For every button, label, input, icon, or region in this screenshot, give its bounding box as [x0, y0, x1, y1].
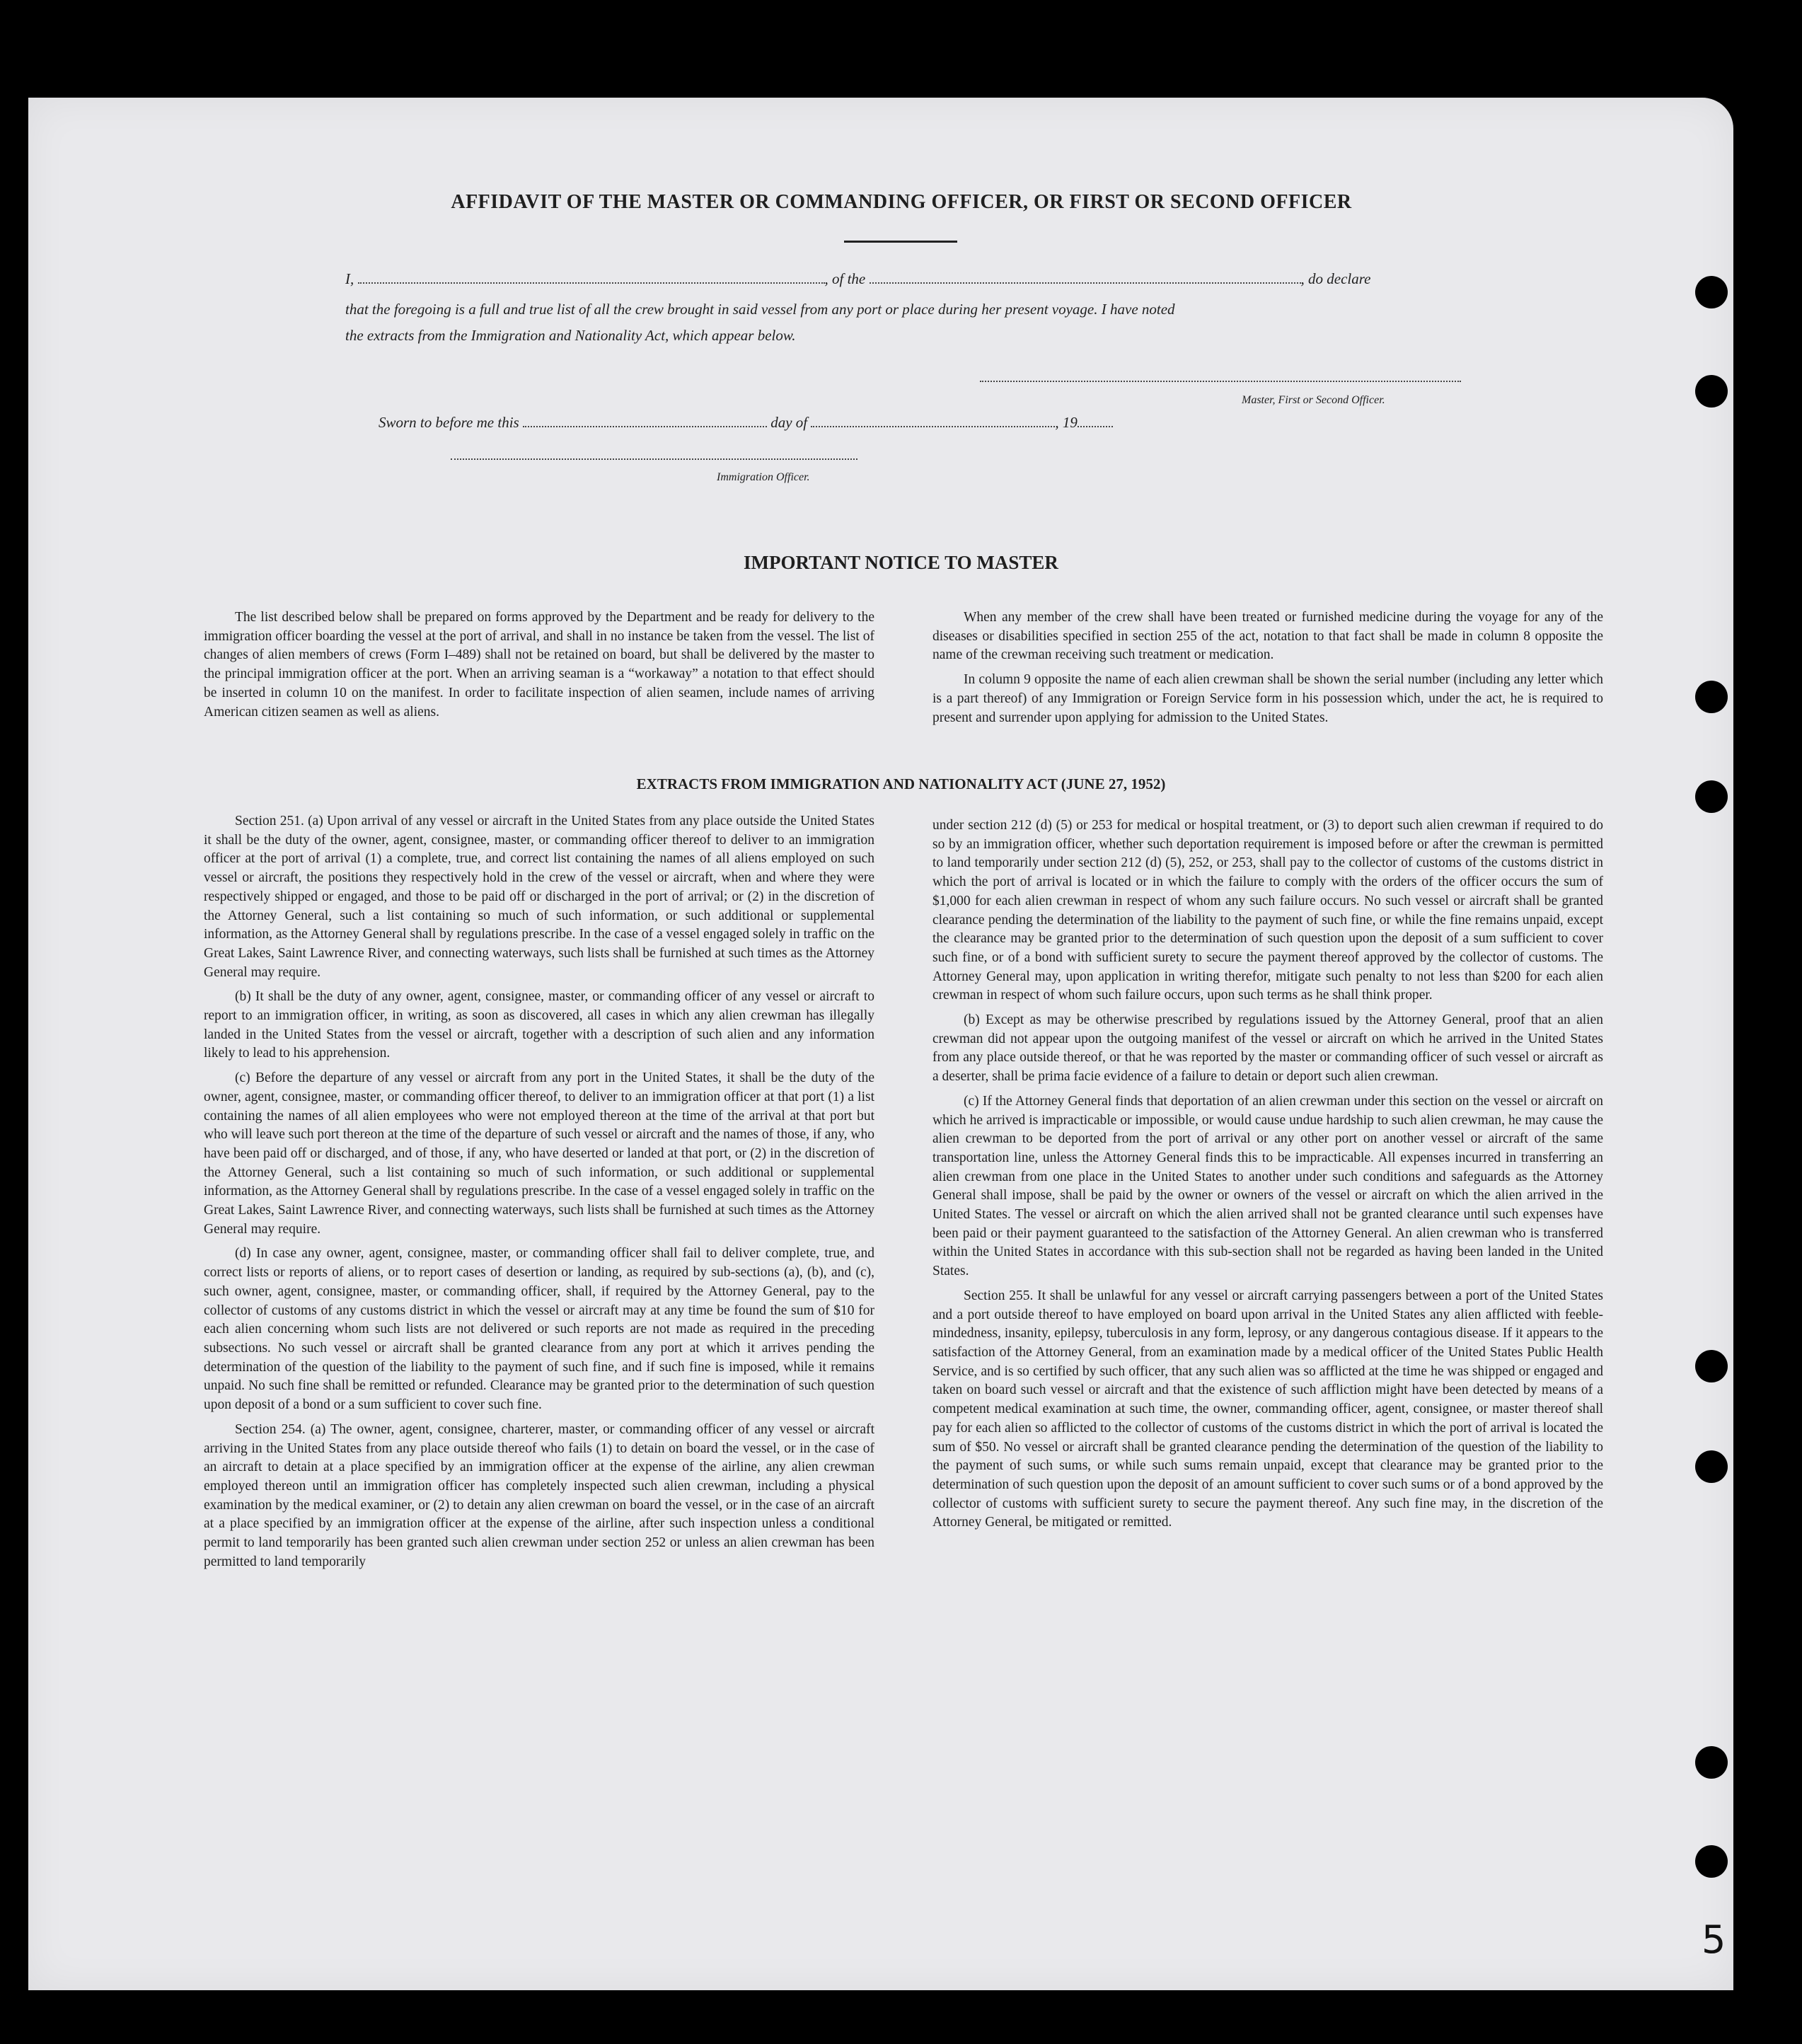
binder-hole [1695, 276, 1728, 308]
section-254b: (b) Except as may be otherwise prescribed by regulations issued by the Attorney General, proof that an alien crewman did not appear upon the outgoing manifest of the vessel or aircraft on which he arrived in the United States from any place outside thereof, or that he was reported by the master or commanding officer of such vessel or aircraft as a deserter, shall be prima facie evidence of a failure to detain or deport such alien crewman. [932, 1012, 1603, 1085]
section-251c: (c) Before the departure of any vessel or aircraft from any port in the United States, it shall be the duty of the owner, agent, consignee, master, or commanding officer thereof, to deliver to an immigration officer at that port (1) a list containing the names of all alien employees who were not employed thereon at the time of the arrival at that port but who will leave such port thereon at the time of the departure of such vessel or aircraft and the names of those, if any, who have been paid off or discharged, and of those, if any, who have deserted or landed at that port, or (2) in the discretion of the Attorney General, such a list containing so much of such information, or such additional or supplemental information, as the Attorney General shall by regulations prescribe. In the case of a vessel engaged solely in traffic on the Great Lakes, Saint Lawrence River, and connecting waterways, such lists shall be furnished at such times as the Attorney General may require. [204, 1070, 874, 1237]
master-signature-line[interactable] [980, 381, 1461, 382]
binder-hole [1695, 1450, 1728, 1483]
notice-right-column [932, 608, 1603, 733]
section-251d: (d) In case any owner, agent, consignee, master, or commanding officer shall fail to deliver complete, true, and correct lists or reports of aliens, or to report cases of desertion or landing, as required by sub-sections (a), (b), and (c), such owner, agent, consignee, master, or commanding officer, shall, if required by the Attorney General, pay to the collector of customs of any customs district in which the vessel or aircraft may at any time be found the sum of $10 for each alien concerning whom such lists are not delivered or such reports are not made as required in the preceding subsections. No such vessel or aircraft shall be granted clearance from any port at which it arrives pending the determination of the question of the liability to the payment of such fine, and if such fine is imposed, while it remains unpaid. No such fine shall be remitted or refunded. Clearance may be granted prior to the determination of such question upon deposit of a bond or a sum sufficient to cover such fine. [204, 1246, 874, 1413]
binder-hole [1695, 1746, 1728, 1779]
section-254a: Section 254. (a) The owner, agent, consignee, charterer, master, or commanding officer of any vessel or aircraft arriving in the United States from any place outside thereof who fails (1) to detain on board the vessel, or in the case of an aircraft to detain at a place specified by an immigration officer at the expense of the airline, any alien crewman employed thereon until an immigration officer has completely inspected such alien crewman, including a physical examination by the medical examiner, or (2) to detain any alien crewman on board the vessel, or in the case of an aircraft at a place specified by an immigration officer at the expense of the airline, after such inspection unless a conditional permit to land temporarily has been granted such alien crewman under section 252 or unless an alien crewman has been permitted to land temporarily [204, 1421, 874, 1569]
extracts-right-column [932, 816, 1603, 1538]
title-divider [844, 241, 957, 243]
notice-paragraph: In column 9 opposite the name of each alien crewman shall be shown the serial number (including any letter which is a part thereof) of any Immigration or Foreign Service form in his possession which, under the act, he is required to present and surrender upon applying for admission to the United States. [932, 672, 1603, 725]
binder-hole [1695, 1845, 1728, 1878]
declaration-i: I, [345, 270, 354, 287]
extracts-left-column [204, 812, 874, 1577]
notice-paragraph: The list described below shall be prepared on forms approved by the Department and be ready for delivery to the immigration officer boarding the vessel at the port of arrival, and shall in no instance be taken from the vessel. The list of changes of alien members of crews (Form I–489) shall not be retained on board, but shall be delivered by the master to the principal immigration officer at the port. When an arriving seaman is a “workaway” a notation to that effect should be inserted in column 10 on the manifest. In order to facilitate inspection of alien seamen, include names of arriving American citizen seamen as well as aliens. [204, 610, 874, 720]
master-signature-label: Master, First or Second Officer. [1242, 394, 1385, 406]
section-254c: (c) If the Attorney General finds that deportation of an alien crewman under this section on the vessel or aircraft on which he arrived is impracticable or impossible, or would cause undue hardship to such alien crewman, he may cause the alien crewman to be deported from the port of arrival or any other port on another vessel or aircraft of the same transportation line, unless the Attorney General finds this to be impracticable. All expenses incurred in transferring an alien crewman from one place in the United States to another under such conditions and safeguards as the Attorney General shall impose, shall be paid by the owner or owners of the vessel or aircraft on which the alien arrived in the United States. The vessel or aircraft on which the alien arrived shall not be granted clearance until such expenses have been paid or their payment guaranteed to the satisfaction of the Attorney General. An alien crewman who is transferred within the United States in accordance with this sub-section shall not be regarded as having been landed in the United States. [932, 1093, 1603, 1279]
handwritten-page-mark: 5 [1702, 1917, 1726, 1962]
sworn-month-blank[interactable] [811, 416, 1055, 427]
sworn-year: , 19 [1055, 414, 1078, 431]
section-251a: Section 251. (a) Upon arrival of any vessel or aircraft in the United States from any place outside the United States it shall be the duty of the owner, agent, consignee, master, or commanding officer thereof to deliver to an immigration officer at the port of arrival (1) a complete, true, and correct list containing the names of all aliens employed on such vessel or aircraft, the positions they respectively hold in the crew of the vessel or aircraft, when and where they were respectively shipped or engaged, and those to be paid off or discharged in the port of arrival; or (2) in the discretion of the Attorney General, such a list containing so much of such information, or such additional or supplemental information, as the Attorney General shall by regulations prescribe. In the case of a vessel engaged solely in traffic on the Great Lakes, Saint Lawrence River, and connecting waterways, such lists shall be furnished at such times as the Attorney General may require. [204, 814, 874, 980]
name-blank[interactable] [358, 272, 825, 284]
binder-hole [1695, 375, 1728, 408]
officer-signature-label: Immigration Officer. [717, 471, 810, 483]
binder-hole [1695, 1350, 1728, 1382]
officer-signature-line[interactable] [451, 458, 857, 460]
sworn-day-of: day of [770, 414, 808, 431]
declaration-line-2: that the foregoing is a full and true list of all the crew brought in said vessel from any port or place during her present voyage. I have noted [345, 301, 1175, 318]
affidavit-title: AFFIDAVIT OF THE MASTER OR COMMANDING OFFICER, OR FIRST OR SECOND OFFICER [451, 191, 1352, 213]
declaration-line-1 [345, 270, 1456, 288]
extracts-heading: EXTRACTS FROM IMMIGRATION AND NATIONALITY ACT (JUNE 27, 1952) [636, 775, 1166, 792]
notice-left-column [204, 608, 874, 727]
sworn-day-blank[interactable] [523, 416, 767, 427]
vessel-blank[interactable] [870, 272, 1301, 284]
sworn-line [379, 414, 1113, 432]
section-251b: (b) It shall be the duty of any owner, agent, consignee, master, or commanding officer of any vessel or aircraft to report to an immigration officer, in writing, as soon as discovered, all cases in which any alien crewman has illegally landed in the United States from the vessel or aircraft, together with a description of such alien and any information likely to lead to his apprehension. [204, 989, 874, 1061]
binder-hole [1695, 681, 1728, 713]
declaration-line-3: the extracts from the Immigration and Nationality Act, which appear below. [345, 327, 796, 344]
notice-heading: IMPORTANT NOTICE TO MASTER [744, 552, 1058, 573]
section-254a-continued: under section 212 (d) (5) or 253 for medical or hospital treatment, or (3) to deport such alien crewman if required to do so by an immigration officer, whether such deportation requirement is imposed before or after the crewman is permitted to land temporarily under section 212 (d) (5), 252, or 253, shall pay to the collector of customs of the customs district in which the port of arrival is located or in which the failure to comply with the orders of the officer occurs the sum of $1,000 for each alien crewman in respect of whom any such failure occurs. No such vessel or aircraft shall be granted clearance pending the determination of the liability to the payment of such fine, or while the fine remains unpaid, except the clearance may be granted prior to the determination of such question upon the deposit of a sum sufficient to cover such fine, or of a bond with sufficient surety to secure the payment thereof approved by the collector of customs. The Attorney General may, upon application in writing therefor, mitigate such penalty to not less than $200 for each alien crewman in respect of whom such failure occurs, upon such terms as he shall think proper. [932, 818, 1603, 1003]
declaration-of-the: , of the [824, 270, 866, 287]
section-255: Section 255. It shall be unlawful for any vessel or aircraft carrying passengers between a port of the United States and a port outside thereof to have employed on board upon arrival in the United States any alien afflicted with feeble-mindedness, insanity, epilepsy, tuberculosis in any form, leprosy, or any dangerous contagious disease. If it appears to the satisfaction of the Attorney General, from an examination made by a medical officer of the United States Public Health Service, and is so certified by such officer, that any such alien was so afflicted at the time he was shipped or engaged and taken on board such vessel or aircraft and that the existence of such affliction might have been detected by means of a competent medical examination at such time, the owner, commanding officer, agent, consignee, or master thereof shall pay for each alien so afflicted to the collector of customs of the customs district in which the port of arrival is located the sum of $50. No vessel or aircraft shall be granted clearance pending the determination of the question of the liability to the payment of such sums, or while such sums remain unpaid, except that clearance may be granted prior to the determination of such question upon the deposit of an amount sufficient to cover such sums or of a bond approved by the collector of customs with sufficient surety to secure the payment thereof. Any such fine may, in the discretion of the Attorney General, be mitigated or remitted. [932, 1288, 1603, 1530]
sworn-year-blank[interactable] [1078, 416, 1113, 427]
notice-paragraph: When any member of the crew shall have been treated or furnished medicine during the voyage for any of the diseases or disabilities specified in section 255 of the act, notation to that fact shall be made in column 8 opposite the name of the crewman receiving such treatment or medication. [932, 610, 1603, 663]
declaration-do-declare: , do declare [1300, 270, 1371, 287]
sworn-prefix: Sworn to before me this [379, 414, 519, 431]
